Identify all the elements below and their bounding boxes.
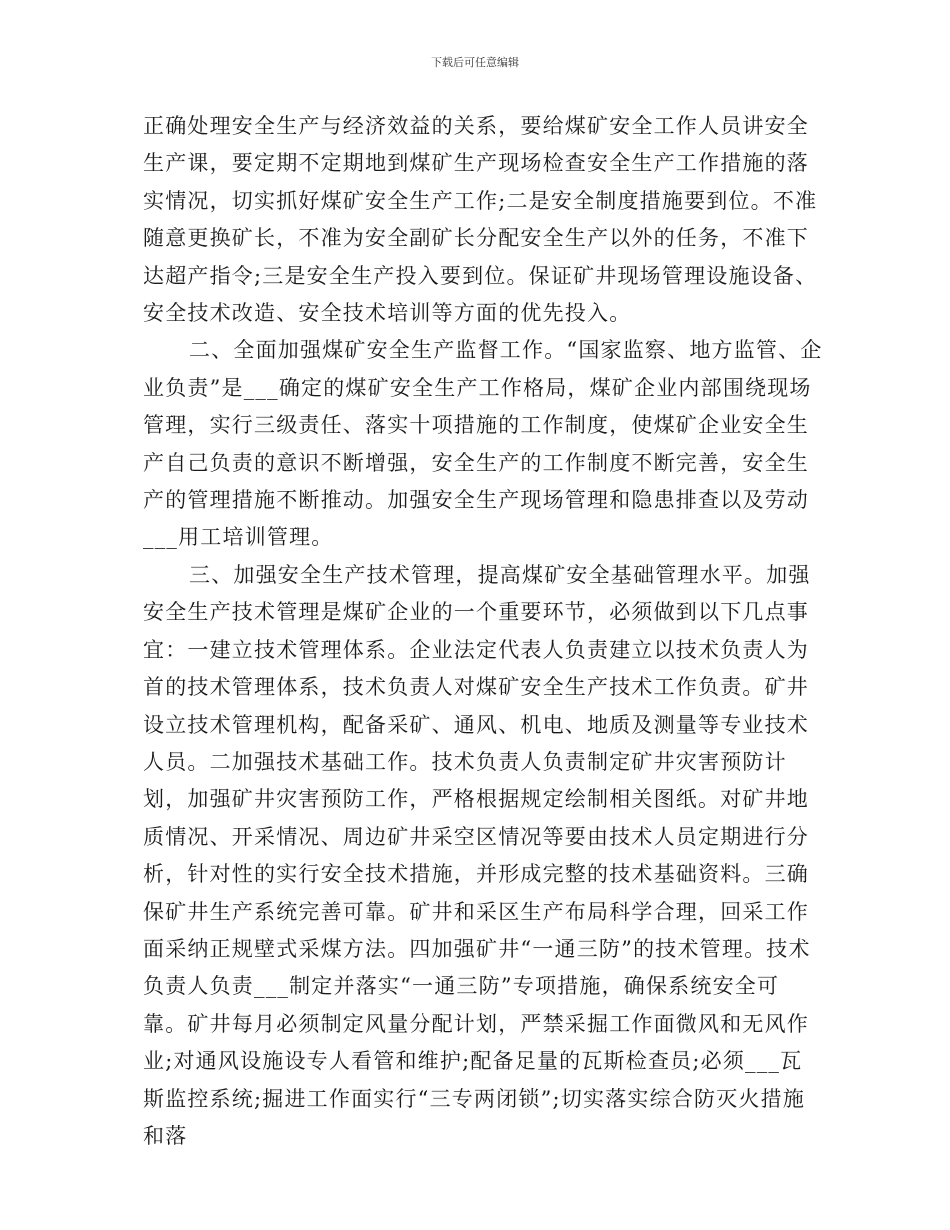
paragraph: 二、全面加强煤矿安全生产监督工作。“国家监察、地方监管、企业负责”是___确定的煤矿安全生产工作格局，煤矿企业内部围绕现场管理，实行三级责任、落实十项措施的工作制度，使煤矿企业安全生产自己负责的意识不断增强，安全生产的工作制度不断完善，安全生产的管理措施不断推动。加强安全生产现场管理和隐患排查以及劳动___用工培训管理。 — [143, 338, 823, 550]
document-body — [143, 108, 823, 1155]
paragraph: 三、加强安全生产技术管理，提高煤矿安全基础管理水平。加强安全生产技术管理是煤矿企业的一个重要环节，必须做到以下几点事宜：一建立技术管理体系。企业法定代表人负责建立以技术负责人为首的技术管理体系，技术负责人对煤矿安全生产技术工作负责。矿井设立技术管理机构，配备采矿、通风、机电、地质及测量等专业技术人员。二加强技术基础工作。技术负责人负责制定矿井灾害预防计划，加强矿井灾害预防工作，严格根据规定绘制相关图纸。对矿井地质情况、开采情况、周边矿井采空区情况等要由技术人员定期进行分析，针对性的实行安全技术措施，并形成完整的技术基础资料。三确保矿井生产系统完善可靠。矿井和采区生产布局科学合理，回采工作面采纳正规壁式采煤方法。四加强矿井“一通三防”的技术管理。技术负责人负责___制定并落实“一通三防”专项措施，确保系统安全可靠。矿井每月必须制定风量分配计划，严禁采掘工作面微风和无风作业;对通风设施设专人看管和维护;配备足量的瓦斯检查员;必须___瓦斯监控系统;掘进工作面实行“三专两闭锁”;切实落实综合防灭火措施和落 — [143, 562, 811, 1148]
page-header: 下载后可任意编辑 — [431, 56, 519, 69]
paragraph: 正确处理安全生产与经济效益的关系，要给煤矿安全工作人员讲安全生产课，要定期不定期地到煤矿生产现场检查安全生产工作措施的落实情况，切实抓好煤矿安全生产工作;二是安全制度措施要到位。不准随意更换矿长，不准为安全副矿长分配安全生产以外的任务，不准下达超产指令;三是安全生产投入要到位。保证矿井现场管理设施设备、安全技术改造、安全技术培训等方面的优先投入。 — [143, 114, 818, 326]
